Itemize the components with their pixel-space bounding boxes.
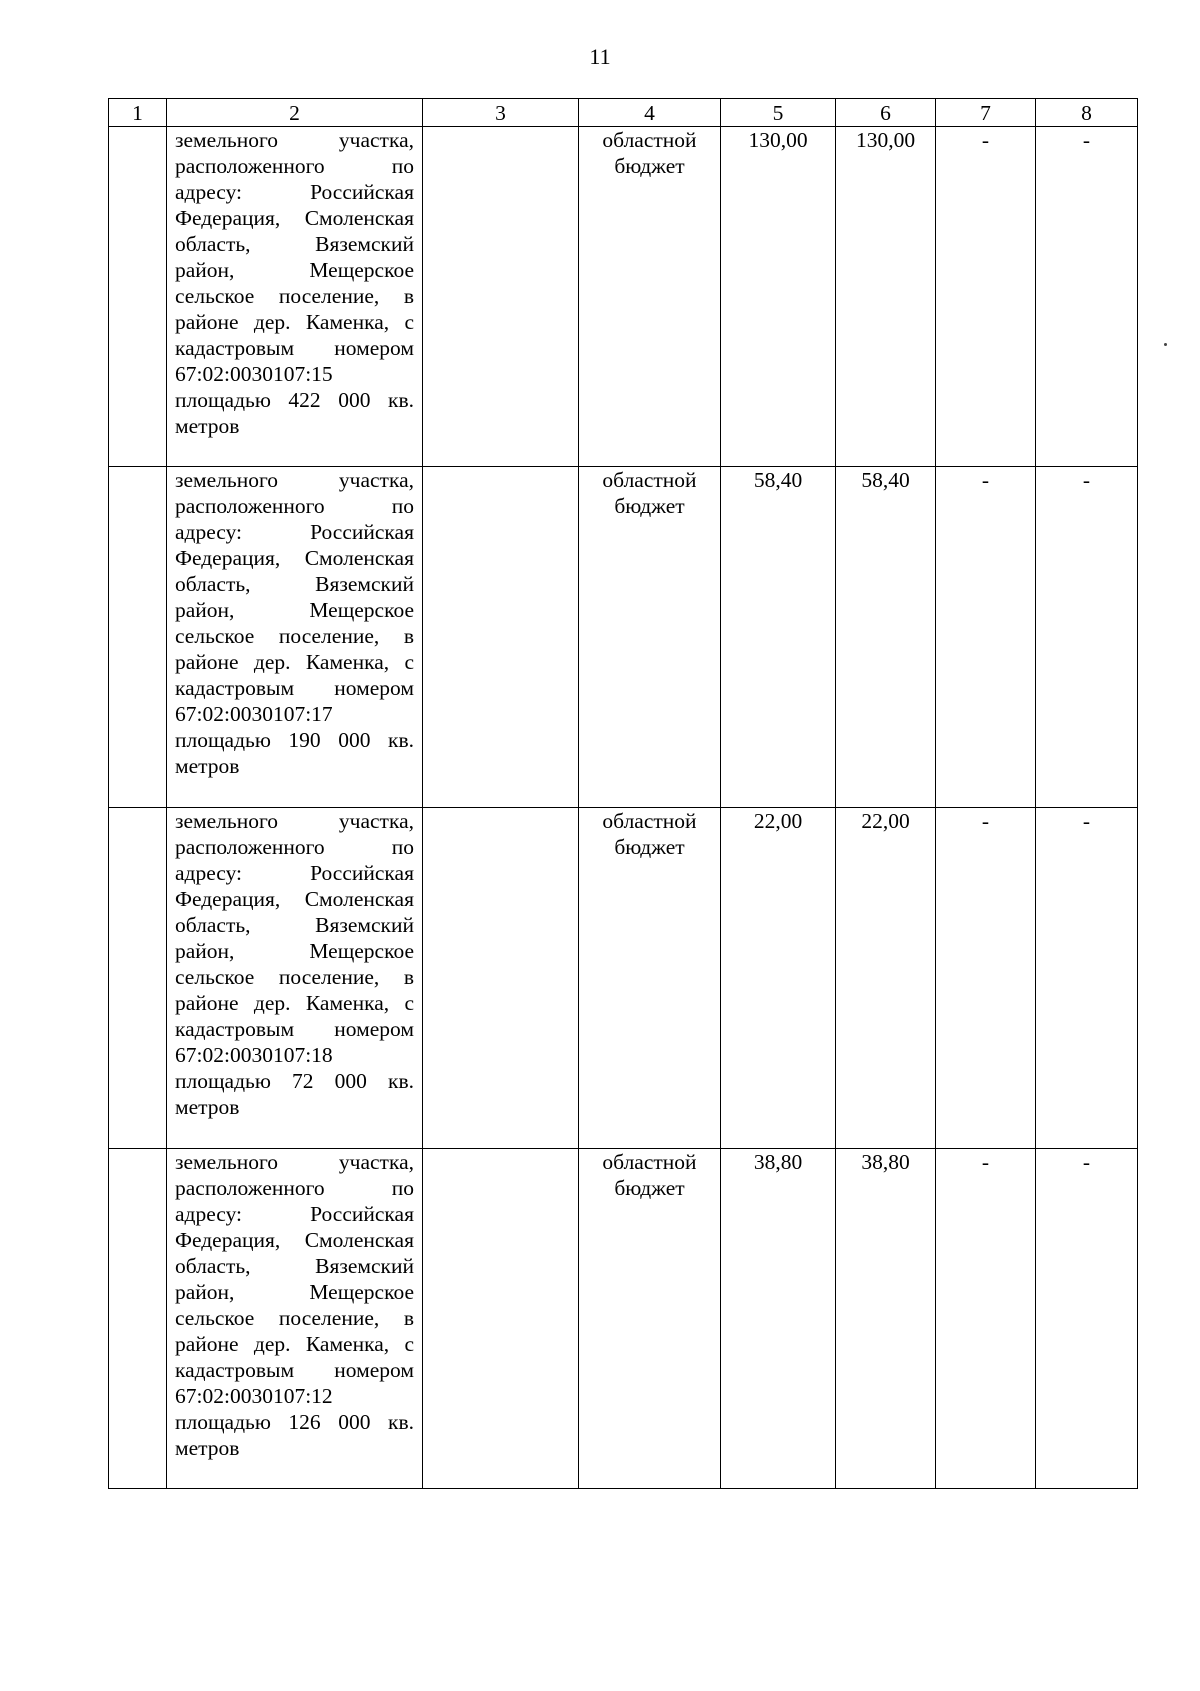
header-cell: 8 — [1036, 99, 1138, 127]
amount-cell: 38,80 — [721, 1149, 836, 1489]
land-plot-description: земельного участка, расположенного по адресу: Российская Федерация, Смоленская область, Вяземский район, Мещерское сельское поселение, в районе дер. Каменка, с кадастровым номером 67:02:0030107:17 площадью 190 000 кв. метров — [167, 467, 423, 808]
row-number-cell — [109, 127, 167, 467]
column-3-cell — [423, 808, 579, 1149]
header-cell: 5 — [721, 99, 836, 127]
scan-speck — [1164, 343, 1167, 346]
funding-source-cell: областной бюджет — [579, 808, 721, 1149]
amount-cell: 38,80 — [836, 1149, 936, 1489]
land-plot-description: земельного участка, расположенного по адресу: Российская Федерация, Смоленская область, Вяземский район, Мещерское сельское поселение, в районе дер. Каменка, с кадастровым номером 67:02:0030107:18 площадью 72 000 кв. метров — [167, 808, 423, 1149]
column-3-cell — [423, 127, 579, 467]
dash-cell: - — [936, 1149, 1036, 1489]
dash-cell: - — [1036, 467, 1138, 808]
table-row — [109, 808, 1138, 1149]
amount-cell: 22,00 — [836, 808, 936, 1149]
table-header-row — [109, 99, 1138, 127]
header-cell: 6 — [836, 99, 936, 127]
funding-source-cell: областной бюджет — [579, 1149, 721, 1489]
page-number: 11 — [589, 44, 611, 69]
header-cell: 3 — [423, 99, 579, 127]
funding-source-cell: областной бюджет — [579, 467, 721, 808]
row-number-cell — [109, 467, 167, 808]
header-cell: 1 — [109, 99, 167, 127]
table-row — [109, 467, 1138, 808]
dash-cell: - — [1036, 1149, 1138, 1489]
amount-cell: 22,00 — [721, 808, 836, 1149]
land-plot-description: земельного участка, расположенного по адресу: Российская Федерация, Смоленская область, Вяземский район, Мещерское сельское поселение, в районе дер. Каменка, с кадастровым номером 67:02:0030107:15 площадью 422 000 кв. метров — [167, 127, 423, 467]
dash-cell: - — [1036, 808, 1138, 1149]
land-plot-description: земельного участка, расположенного по адресу: Российская Федерация, Смоленская область, Вяземский район, Мещерское сельское поселение, в районе дер. Каменка, с кадастровым номером 67:02:0030107:12 площадью 126 000 кв. метров — [167, 1149, 423, 1489]
funding-source-cell: областной бюджет — [579, 127, 721, 467]
table-row — [109, 127, 1138, 467]
header-cell: 4 — [579, 99, 721, 127]
amount-cell: 58,40 — [836, 467, 936, 808]
dash-cell: - — [1036, 127, 1138, 467]
column-3-cell — [423, 1149, 579, 1489]
column-3-cell — [423, 467, 579, 808]
dash-cell: - — [936, 467, 1036, 808]
dash-cell: - — [936, 808, 1036, 1149]
header-cell: 2 — [167, 99, 423, 127]
amount-cell: 58,40 — [721, 467, 836, 808]
amount-cell: 130,00 — [721, 127, 836, 467]
table-row — [109, 1149, 1138, 1489]
data-table — [108, 98, 1138, 1489]
amount-cell: 130,00 — [836, 127, 936, 467]
header-cell: 7 — [936, 99, 1036, 127]
row-number-cell — [109, 1149, 167, 1489]
dash-cell: - — [936, 127, 1036, 467]
row-number-cell — [109, 808, 167, 1149]
